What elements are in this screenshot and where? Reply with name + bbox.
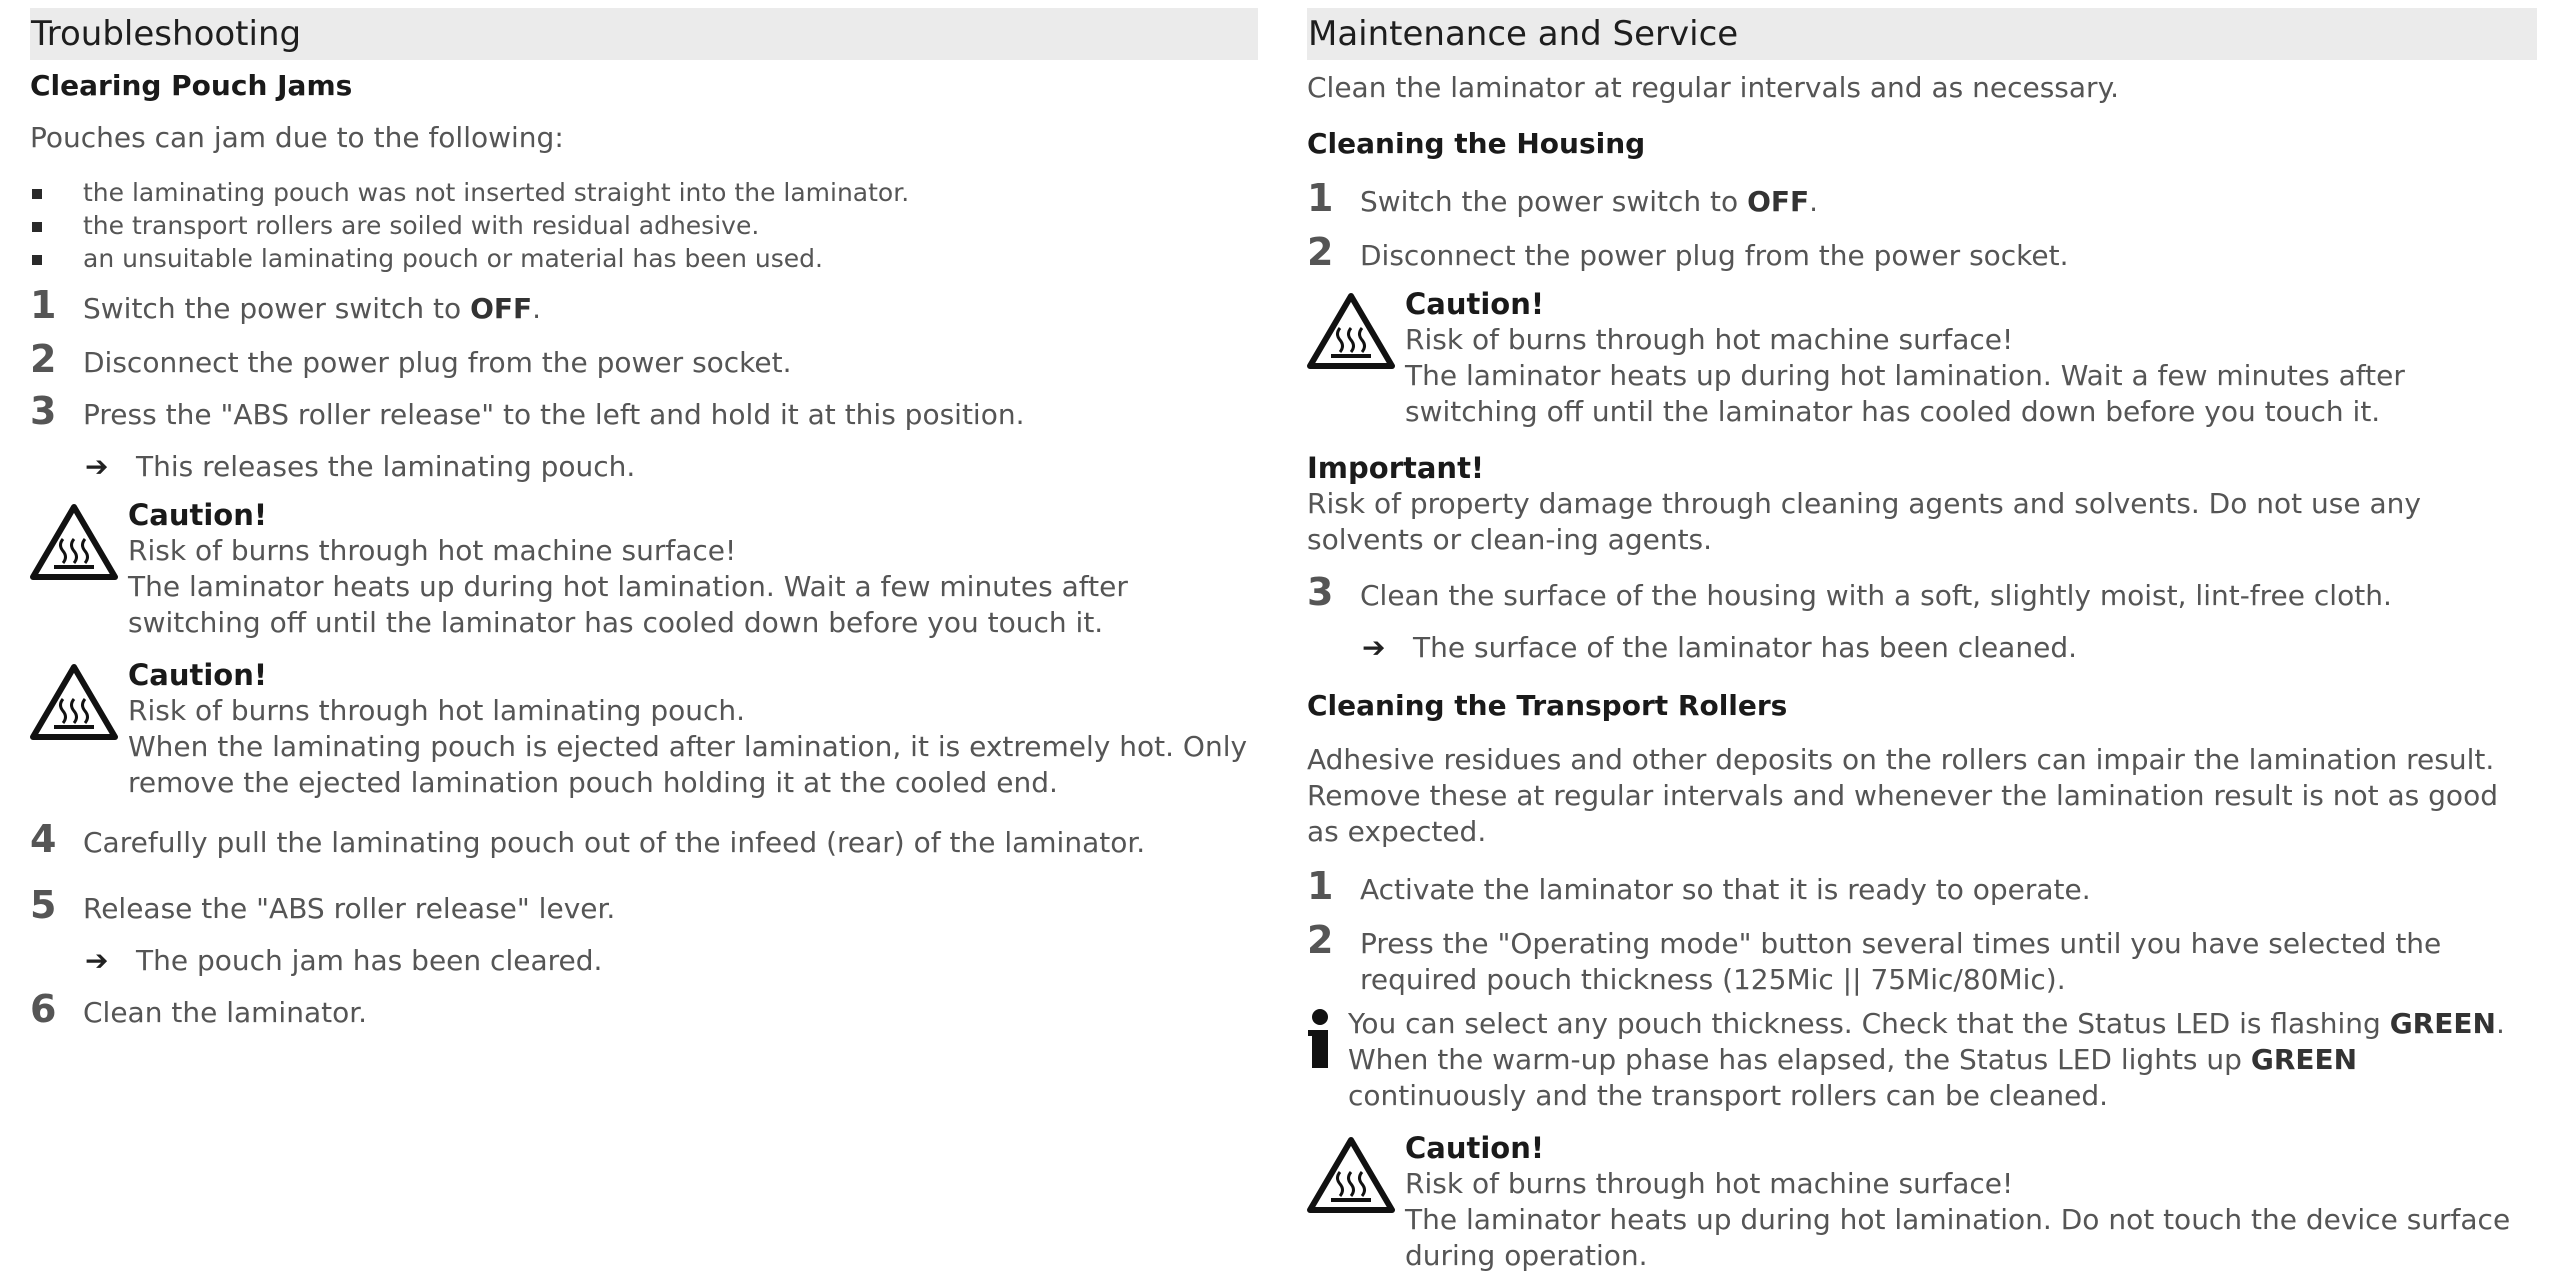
important-text: Risk of property damage through cleaning agents and solvents. Do not use any solvents or clean-ing agents. [1307,487,2421,556]
hot-surface-warning-icon [1307,292,1395,370]
list-item: the laminating pouch was not inserted straight into the laminator. [30,176,1258,209]
caution-block-2: Caution! Risk of burns through hot laminating pouch. When the laminating pouch is ejected after lamination, it is extremely hot. Only remove the ejected lamination pouch holding it at the cooled end. [30,657,1258,801]
housing-step-3: 3 Clean the surface of the housing with a soft, slightly moist, lint-free cloth. [1307,570,2392,614]
info-note: You can select any pouch thickness. Check that the Status LED is flashing GREEN. When the warm-up phase has elapsed, the Status LED lights up GREEN continuously and the transport rollers can be cleaned. [1307,1006,2537,1114]
rollers-step-1: 1 Activate the laminator so that it is ready to operate. [1307,864,2091,908]
intro-text: Pouches can jam due to the following: [30,121,564,154]
rollers-intro-text: Adhesive residues and other deposits on the rollers can impair the lamination result. Remove these at regular intervals and whenever the lamination result is not as good as expected. [1307,743,2498,848]
maintenance-section [1307,8,2537,1274]
result-2: ➔ The pouch jam has been cleared. [85,944,603,977]
result-1: ➔ This releases the laminating pouch. [85,450,636,483]
hot-surface-warning-icon [1307,1136,1395,1214]
troubleshooting-section [30,8,1258,1031]
step-4: 4 Carefully pull the laminating pouch out of the infeed (rear) of the laminator. [30,817,1146,861]
arrow-right-icon: ➔ [85,450,109,483]
step-5: 5 Release the "ABS roller release" lever. [30,883,616,927]
step-6: 6 Clean the laminator. [30,987,368,1031]
bullet-square-icon [32,189,42,199]
important-title: Important! [1307,451,1485,485]
caution-block-rollers: Caution! Risk of burns through hot machine surface! The laminator heats up during hot lamination. Do not touch the device surface during operation. [1307,1130,2537,1274]
caution-block-housing: Caution! Risk of burns through hot machine surface! The laminator heats up during hot lamination. Wait a few minutes after switching off until the laminator has cooled down before you touch it. [1307,286,2537,430]
info-icon [1307,1008,1333,1070]
hot-surface-warning-icon [30,503,118,581]
step-2: 2 Disconnect the power plug from the power socket. [30,337,792,381]
bullet-square-icon [32,255,42,265]
subsection-title: Cleaning the Transport Rollers [1307,689,1788,722]
hot-surface-warning-icon [30,663,118,741]
housing-result: ➔ The surface of the laminator has been cleaned. [1362,631,2077,664]
list-item: an unsuitable laminating pouch or material has been used. [30,242,1258,275]
housing-step-1: 1 Switch the power switch to OFF. [1307,176,1819,220]
subsection-title: Clearing Pouch Jams [30,69,353,102]
section-title: Troubleshooting [30,8,1258,60]
section-title: Maintenance and Service [1307,8,2537,60]
arrow-right-icon: ➔ [85,944,109,977]
subsection-title: Cleaning the Housing [1307,127,1646,160]
step-3: 3 Press the "ABS roller release" to the left and hold it at this position. [30,389,1025,433]
bullet-square-icon [32,222,42,232]
intro-text: Clean the laminator at regular intervals and as necessary. [1307,71,2120,104]
arrow-right-icon: ➔ [1362,631,1386,664]
caution-block-1: Caution! Risk of burns through hot machine surface! The laminator heats up during hot lamination. Wait a few minutes after switching off until the laminator has cooled down before you touch it. [30,497,1258,641]
housing-step-2: 2 Disconnect the power plug from the power socket. [1307,230,2069,274]
step-1: 1 Switch the power switch to OFF. [30,283,542,327]
rollers-step-2: 2 Press the "Operating mode" button several times until you have selected the required pouch thickness (125Mic || 75Mic/80Mic). [1307,918,2442,996]
list-item: the transport rollers are soiled with residual adhesive. [30,209,1258,242]
cause-list [30,176,1258,275]
